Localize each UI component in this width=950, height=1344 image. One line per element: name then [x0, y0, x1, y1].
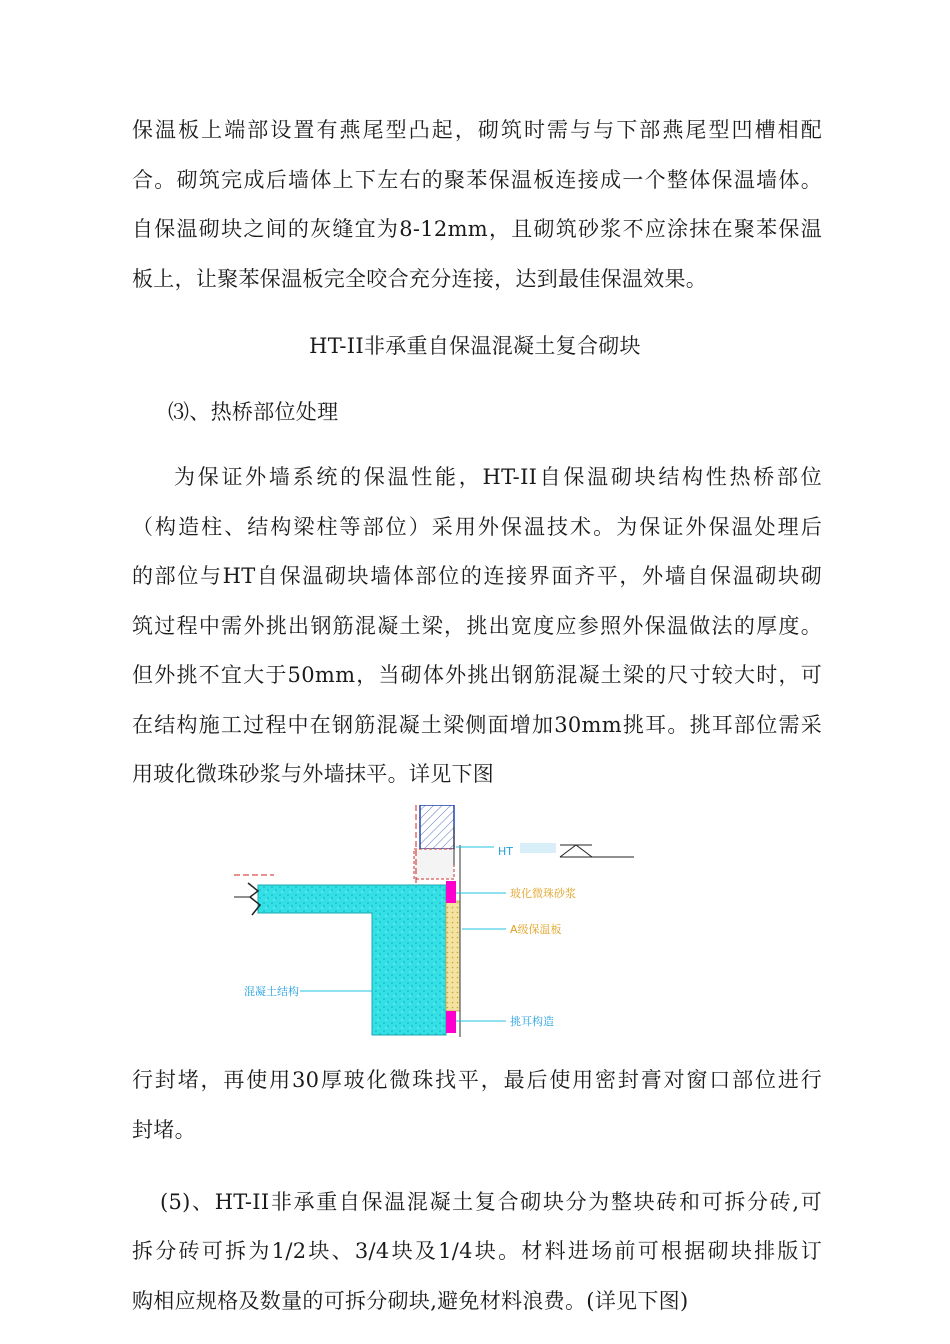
figure-caption: HT-II非承重自保温混凝土复合砌块 [309, 334, 641, 358]
paragraph-4-line: 购相应规格及数量的可拆分砌块,避免材料浪费。(详见下图) [132, 1289, 689, 1313]
label-ht-suffix [520, 843, 556, 853]
paragraph-2-line: （构造柱、结构梁柱等部位）采用外保温技术。为保证外保温处理后 [132, 515, 822, 539]
paragraph-1-line: 自保温砌块之间的灰缝宜为8-12mm，且砌筑砂浆不应涂抹在聚苯保温 [132, 217, 822, 241]
paragraph-2-line: 的部位与HT自保温砌块墙体部位的连接界面齐平，外墙自保温砌块砌 [132, 564, 822, 588]
paragraph-2-line: 但外挑不宜大于50mm，当砌体外挑出钢筋混凝土梁的尺寸较大时，可 [132, 663, 822, 687]
paragraph-1-line: 保温板上端部设置有燕尾型凸起，砌筑时需与与下部燕尾型凹槽相配 [132, 118, 822, 142]
paragraph-3-line: 行封堵，再使用30厚玻化微珠找平，最后使用密封膏对窗口部位进行 [132, 1068, 822, 1092]
concrete-structure [258, 885, 446, 1035]
label-ht: HT [498, 845, 513, 858]
label-mortar: 玻化微珠砂浆 [510, 887, 576, 900]
paragraph-2-line: 筑过程中需外挑出钢筋混凝土梁，挑出宽度应参照外保温做法的厚度。 [132, 614, 822, 638]
paragraph-2-line: 为保证外墙系统的保温性能，HT-II自保温砌块结构性热桥部位 [174, 465, 822, 489]
ht-block [414, 805, 454, 879]
paragraph-4-line: 拆分砖可拆为1/2块、3/4块及1/4块。材料进场前可根据砌块排版订 [132, 1239, 822, 1263]
mortar-layer-top [446, 881, 456, 903]
label-ear: 挑耳构造 [510, 1015, 554, 1028]
paragraph-4-line: (5)、HT-II非承重自保温混凝土复合砌块分为整块砖和可拆分砖,可 [160, 1190, 822, 1214]
paragraph-2-line: 用玻化微珠砂浆与外墙抹平。详见下图 [132, 762, 495, 786]
elevation-symbol-icon [560, 845, 634, 857]
paragraph-2-line: 在结构施工过程中在钢筋混凝土梁侧面增加30mm挑耳。挑耳部位需采 [132, 713, 822, 737]
paragraph-1-line: 板上，让聚苯保温板完全咬合充分连接，达到最佳保温效果。 [132, 267, 708, 291]
paragraph-3-line: 封堵。 [132, 1118, 196, 1142]
ear-construction [446, 1011, 456, 1033]
label-board: A级保温板 [510, 923, 562, 936]
label-concrete: 混凝土结构 [244, 985, 299, 998]
section-heading: ⑶、热桥部位处理 [168, 400, 339, 424]
insulation-board [446, 901, 460, 1011]
paragraph-1-line: 合。砌筑完成后墙体上下左右的聚苯保温板连接成一个整体保温墙体。 [132, 168, 822, 192]
hot-bridge-detail-diagram [230, 805, 650, 1045]
